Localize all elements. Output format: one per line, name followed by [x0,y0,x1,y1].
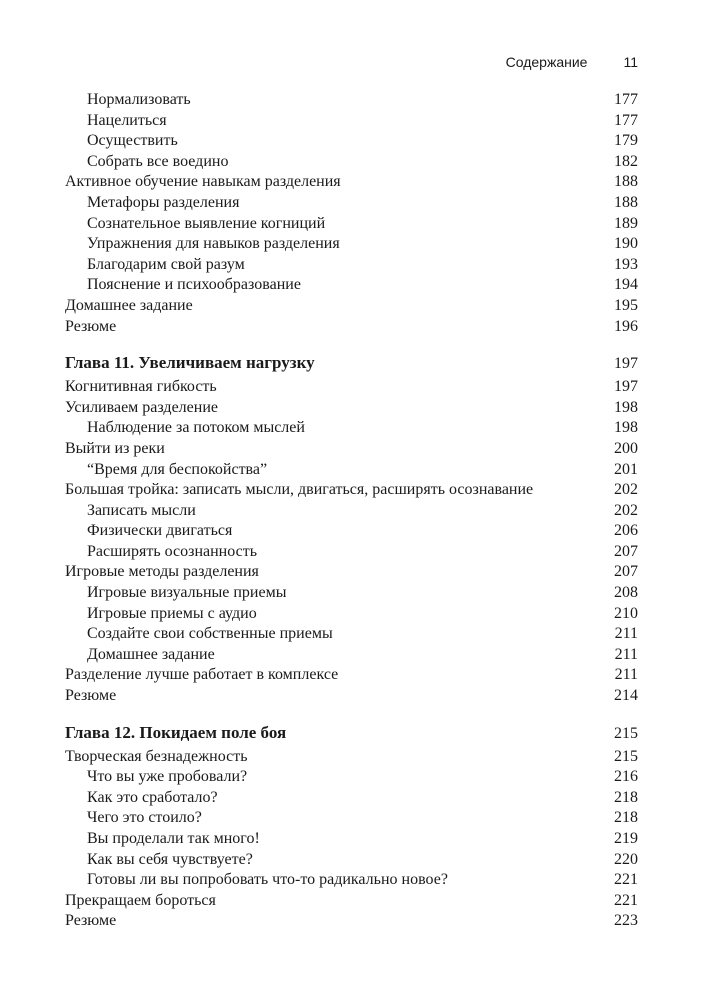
toc-entry-page: 198 [614,398,638,416]
toc-entry-page: 182 [614,152,638,170]
toc-entry [65,891,638,912]
toc-entry-title: Резюме [65,912,117,930]
toc-entry [65,562,638,583]
toc-entry [65,377,638,398]
toc-entry-page: 215 [614,724,638,742]
toc-entry-title: Создайте свои собственные приемы [87,625,333,643]
toc-entry-title: Пояснение и психообразование [87,276,301,294]
toc-entry-page: 202 [614,481,638,499]
toc-subentry [65,850,638,871]
toc-entry-page: 208 [614,584,638,602]
toc-subentry [65,624,638,645]
toc-entry-title: Большая тройка: записать мысли, двигаться, расширять осознавание [65,481,534,499]
toc-entry [65,317,638,338]
toc-entry-page: 200 [614,439,638,457]
toc-entry-title: Чего это стоило? [87,809,202,827]
toc-entry-page: 194 [614,276,638,294]
toc-entry [65,686,638,707]
header-page-number: 11 [623,54,638,70]
toc-subentry [65,193,638,214]
toc-entry-page: 197 [614,378,638,396]
toc-entry-title: Что вы уже пробовали? [87,768,248,786]
toc-subentry [65,90,638,111]
toc-entry-title: Готовы ли вы попробовать что-то радикально новое? [87,871,448,889]
toc-entry-title: Вы проделали так много! [87,830,260,847]
toc-entry-page: 177 [614,111,638,129]
toc-entry-title: Разделение лучше работает в комплексе [65,666,339,684]
toc-entry-page: 216 [614,768,638,786]
toc-entry-page: 210 [614,604,638,622]
toc-entry-title: Как вы себя чувствуете? [87,850,253,868]
toc-entry-title: Упражнения для навыков разделения [87,235,340,253]
toc-subentry [65,131,638,152]
toc-entry-page: 196 [614,317,638,335]
toc-entry [65,398,638,419]
toc-subentry [65,604,638,625]
toc-entry-title: Как это сработало? [87,788,218,806]
toc-entry-title: Домашнее задание [65,296,193,314]
toc-subentry [65,870,638,891]
toc-entry-title: Собрать все воедино [87,152,229,170]
toc-entry-title: “Время для беспокойства” [87,460,268,478]
toc-entry-page: 221 [614,871,638,889]
toc-entry [65,665,638,686]
toc-entry-page: 215 [614,747,638,765]
toc-entry-title: Наблюдение за потоком мыслей [87,419,305,437]
toc-entry [65,911,638,932]
toc-entry [65,439,638,460]
toc-subentry [65,418,638,439]
toc-entry-title: Когнитивная гибкость [65,378,217,396]
toc-entry [65,747,638,768]
toc-subentry [65,788,638,809]
toc-entry-title: Домашнее задание [87,645,215,663]
toc-entry-title: Сознательное выявление когниций [87,214,326,232]
toc-entry-title: Нацелиться [87,111,167,129]
toc-entry-page: 193 [614,255,638,273]
table-of-contents [65,90,638,932]
toc-entry-page: 188 [614,193,638,211]
toc-entry-title: Глава 12. Покидаем поле боя [65,722,287,742]
toc-subentry [65,255,638,276]
toc-entry [65,480,638,501]
toc-entry-title: Прекращаем бороться [65,891,216,909]
toc-subentry [65,583,638,604]
toc-entry-page: 211 [614,645,638,663]
toc-subentry [65,214,638,235]
toc-entry [65,172,638,193]
toc-entry-page: 211 [614,625,638,643]
toc-entry-page: 218 [614,788,638,806]
header-title: Содержание [505,54,588,70]
toc-entry-page: 190 [614,235,638,253]
toc-entry-page: 206 [614,522,638,540]
toc-entry-title: Физически двигаться [87,522,233,540]
toc-entry-title: Расширять осознанность [87,542,258,560]
toc-entry-page: 207 [614,542,638,560]
toc-entry-page: 188 [614,173,638,191]
toc-entry-title: Игровые приемы с аудио [87,604,257,622]
toc-entry-title: Творческая безнадежность [65,747,248,765]
toc-subentry [65,152,638,173]
running-header [0,54,638,70]
toc-entry-page: 195 [614,296,638,314]
toc-entry-title: Глава 11. Увеличиваем нагрузку [65,353,315,373]
toc-entry-page: 221 [614,891,638,909]
toc-entry-title: Благодарим свой разум [87,255,245,273]
toc-entry-page: 177 [614,91,638,108]
toc-subentry [65,501,638,522]
toc-entry-page: 179 [614,132,638,150]
toc-entry-title: Осуществить [87,132,178,150]
toc-entry-title: Игровые визуальные приемы [87,584,287,602]
toc-entry-title: Усиливаем разделение [65,398,218,416]
toc-entry-title: Метафоры разделения [87,193,240,211]
toc-entry [65,296,638,317]
toc-entry-title: Игровые методы разделения [65,563,259,581]
toc-entry-page: 211 [614,666,638,684]
toc-subentry [65,234,638,255]
toc-entry-page: 201 [614,460,638,478]
toc-entry-page: 189 [614,214,638,232]
toc-subentry [65,542,638,563]
toc-chapter-heading [65,351,638,375]
toc-entry-page: 220 [614,850,638,868]
toc-subentry [65,275,638,296]
toc-subentry [65,111,638,132]
toc-subentry [65,808,638,829]
toc-subentry [65,767,638,788]
toc-entry-title: Резюме [65,317,117,335]
toc-entry-title: Нормализовать [87,91,191,108]
toc-entry-title: Активное обучение навыкам разделения [65,173,341,191]
toc-entry-page: 218 [614,809,638,827]
toc-entry-page: 223 [614,912,638,930]
toc-entry-page: 198 [614,419,638,437]
toc-chapter-heading [65,721,638,745]
toc-subentry [65,460,638,481]
toc-entry-page: 207 [614,563,638,581]
toc-entry-title: Резюме [65,687,117,705]
toc-entry-title: Записать мысли [87,501,196,519]
toc-subentry [65,645,638,666]
toc-entry-page: 202 [614,501,638,519]
toc-entry-page: 197 [614,355,638,373]
toc-entry-page: 219 [614,830,638,847]
toc-entry-title: Выйти из реки [65,439,165,457]
toc-entry-page: 214 [614,687,638,705]
toc-subentry [65,521,638,542]
toc-subentry [65,829,638,850]
